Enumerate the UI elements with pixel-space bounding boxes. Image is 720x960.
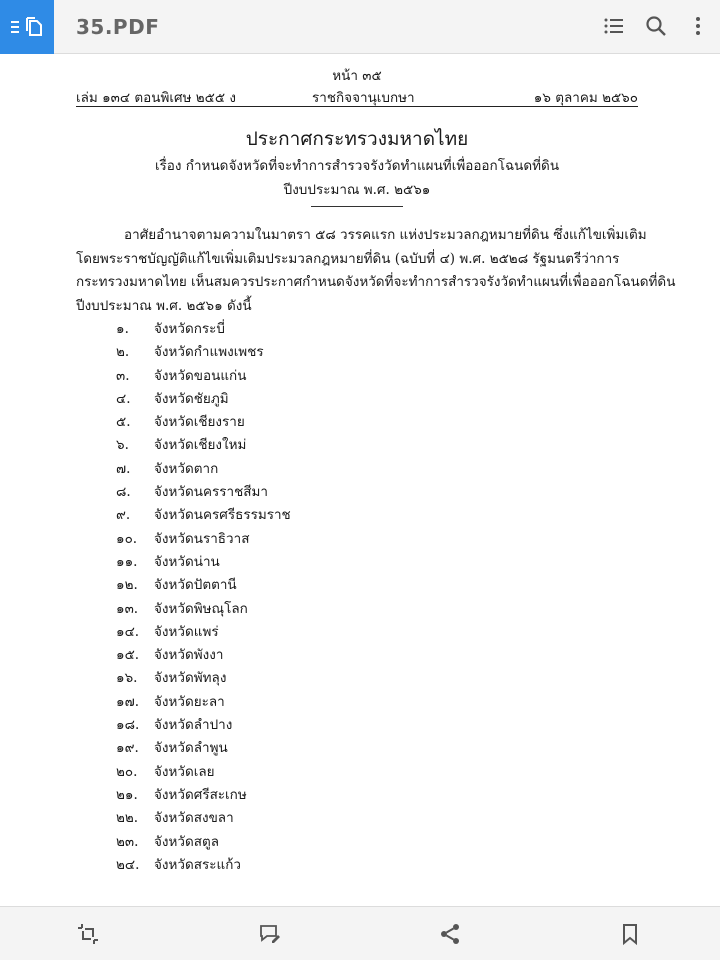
list-item-number: ๒๓. (116, 833, 139, 850)
list-item (116, 784, 516, 807)
list-item-number: ๒๑. (116, 786, 138, 803)
list-item (116, 365, 516, 388)
list-item-number: ๑. (116, 321, 129, 337)
list-item (116, 458, 516, 481)
list-item (116, 621, 516, 644)
province-name: จังหวัดพิษณุโลก (154, 600, 248, 617)
list-item (116, 411, 516, 434)
list-item-number: ๑๑. (116, 553, 138, 570)
page-number: หน้า ๓๕ (332, 68, 382, 84)
list-item-number: ๒๔. (116, 856, 140, 873)
list-item-number: ๓. (116, 367, 130, 384)
paragraph-line: โดยพระราชบัญญัติแก้ไขเพิ่มเติมประมวลกฎหมายที่ดิน (ฉบับที่ ๔) พ.ศ. ๒๕๒๘ รัฐมนตรีว่าการ (76, 250, 620, 267)
list-item (116, 481, 516, 504)
province-name: จังหวัดลำพูน (154, 740, 228, 757)
list-item-number: ๑๐. (116, 530, 138, 547)
province-name: จังหวัดพังงา (154, 647, 224, 664)
list-item (116, 761, 516, 784)
list-icon[interactable] (602, 14, 626, 38)
list-item (116, 714, 516, 737)
list-item (116, 504, 516, 527)
title-divider (311, 206, 403, 207)
list-item-number: ๑๙. (116, 740, 139, 757)
paragraph-line: ปีงบประมาณ พ.ศ. ๒๕๖๑ ดังนี้ (76, 297, 252, 314)
list-item-number: ๑๒. (116, 577, 138, 594)
header-rule (76, 106, 638, 107)
list-item-number: ๔. (116, 390, 131, 407)
province-list (116, 318, 516, 877)
list-item (116, 691, 516, 714)
province-name: จังหวัดเลย (154, 763, 215, 780)
more-vert-icon[interactable] (686, 14, 710, 38)
list-item (116, 574, 516, 597)
announcement-subject: เรื่อง กำหนดจังหวัดที่จะทำการสำรวจรังวัดทำแผนที่เพื่อออกโฉนดที่ดิน (154, 158, 560, 174)
province-name: จังหวัดน่าน (154, 553, 220, 570)
list-item-number: ๑๓. (116, 600, 139, 617)
list-item-number: ๕. (116, 414, 131, 431)
list-item-number: ๘. (116, 484, 131, 501)
list-item-number: ๒๒. (116, 810, 139, 827)
pdf-page[interactable] (0, 54, 720, 906)
list-item (116, 388, 516, 411)
menu-button[interactable] (0, 0, 54, 54)
list-item (116, 434, 516, 457)
list-item-number: ๗. (116, 460, 131, 477)
list-item-number: ๑๘. (116, 717, 140, 734)
list-item (116, 737, 516, 760)
menu-icon (11, 20, 23, 34)
province-name: จังหวัดนครราชสีมา (154, 484, 268, 501)
fiscal-year: ปีงบประมาณ พ.ศ. ๒๕๖๑ (283, 182, 431, 198)
province-name: จังหวัดยะลา (154, 693, 225, 710)
province-name: จังหวัดชัยภูมิ (154, 390, 229, 407)
app-bar (0, 0, 720, 54)
bottom-toolbar (0, 906, 720, 960)
province-name: จังหวัดสตูล (154, 833, 220, 850)
list-item-number: ๑๗. (116, 693, 140, 710)
crop-icon[interactable] (76, 922, 100, 946)
province-name: จังหวัดแพร่ (154, 623, 219, 640)
province-name: จังหวัดกระบี่ (154, 321, 225, 337)
list-item-number: ๙. (116, 507, 131, 524)
list-item (116, 318, 516, 341)
document-title: 35.PDF (76, 15, 160, 39)
province-name: จังหวัดตาก (154, 460, 219, 477)
province-name: จังหวัดพัทลุง (154, 670, 227, 687)
list-item (116, 831, 516, 854)
body-paragraph (76, 224, 676, 318)
gazette-header (76, 86, 638, 108)
list-item (116, 598, 516, 621)
province-name: จังหวัดเชียงราย (154, 414, 245, 431)
list-item-number: ๑๔. (116, 623, 140, 640)
list-item (116, 644, 516, 667)
paragraph-line: อาศัยอำนาจตามความในมาตรา ๕๘ วรรคแรก แห่งประมวลกฎหมายที่ดิน ซึ่งแก้ไขเพิ่มเติม (124, 227, 647, 243)
province-name: จังหวัดลำปาง (154, 717, 233, 734)
province-name: จังหวัดขอนแก่น (154, 367, 247, 384)
list-item-number: ๖. (116, 437, 129, 454)
search-icon[interactable] (644, 14, 668, 38)
list-item (116, 667, 516, 690)
list-item-number: ๑๖. (116, 670, 138, 687)
list-item-number: ๒๐. (116, 763, 138, 780)
bookmark-icon[interactable] (618, 922, 642, 946)
list-item (116, 551, 516, 574)
document-icon (26, 17, 44, 37)
gazette-date: ๑๖ ตุลาคม ๒๕๖๐ (533, 90, 638, 106)
gazette-volume: เล่ม ๑๓๔ ตอนพิเศษ ๒๕๕ ง (76, 90, 236, 106)
list-item-number: ๒. (116, 344, 130, 361)
province-name: จังหวัดเชียงใหม่ (154, 437, 247, 454)
gazette-name: ราชกิจจานุเบกษา (312, 90, 415, 106)
province-name: จังหวัดนครศรีธรรมราช (154, 507, 291, 524)
paragraph-line: กระทรวงมหาดไทย เห็นสมควรประกาศกำหนดจังหวัดที่จะทำการสำรวจรังวัดทำแผนที่เพื่อออกโฉนดที่ดิน (76, 274, 676, 290)
province-name: จังหวัดกำแพงเพชร (154, 344, 264, 361)
list-item (116, 341, 516, 364)
list-item-number: ๑๕. (116, 647, 140, 664)
list-item (116, 807, 516, 830)
province-name: จังหวัดปัตตานี (154, 577, 237, 594)
province-name: จังหวัดศรีสะเกษ (154, 786, 247, 803)
province-name: จังหวัดสระแก้ว (154, 856, 241, 873)
province-name: จังหวัดสงขลา (154, 810, 234, 827)
list-item (116, 854, 516, 877)
list-item (116, 528, 516, 551)
share-icon[interactable] (438, 922, 462, 946)
province-name: จังหวัดนราธิวาส (154, 530, 250, 547)
comment-edit-icon[interactable] (258, 922, 282, 946)
announcement-heading: ประกาศกระทรวงมหาดไทย (245, 128, 469, 150)
